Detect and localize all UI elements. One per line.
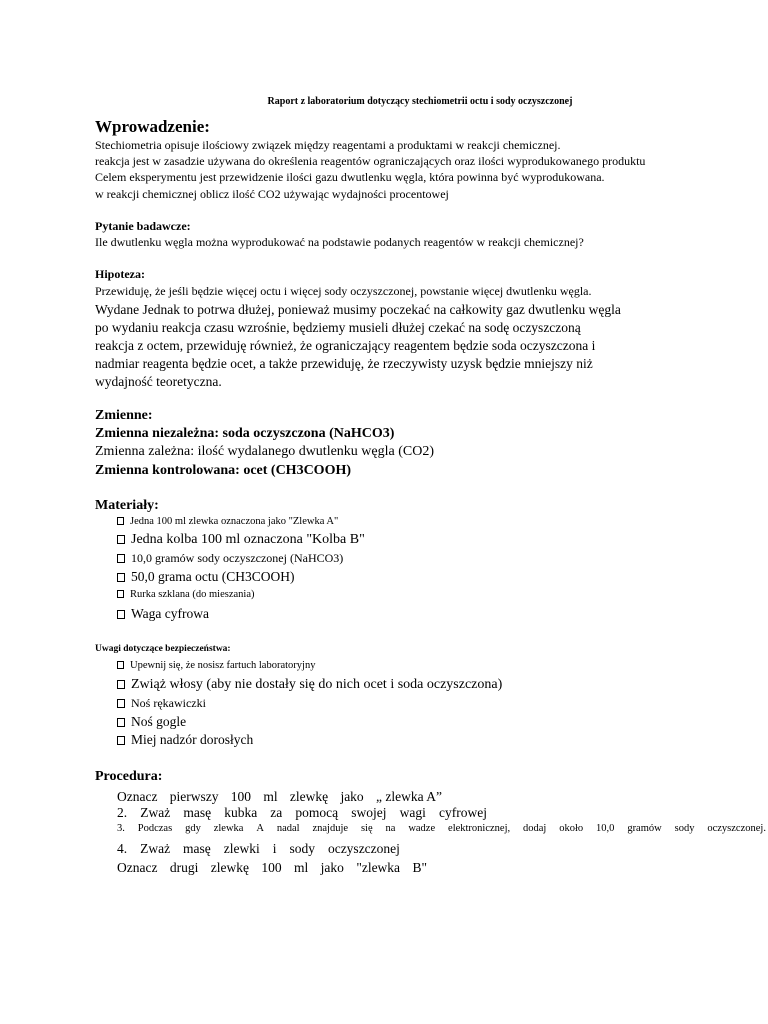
intro-line: w reakcji chemicznej oblicz ilość CO2 używając wydajności procentowej (95, 187, 449, 201)
intro-line: Celem eksperymentu jest przewidzenie ilości gazu dwutlenku węgla, która powinna być wyprodukowana. (95, 170, 605, 184)
intro-line: Stechiometria opisuje ilościowy związek między reagentami a produktami w reakcji chemicznej. (95, 138, 561, 152)
hypothesis-line: Wydane Jednak to potrwa dłużej, ponieważ musimy poczekać na całkowity gaz dwutlenku węgla (95, 302, 621, 317)
checkbox-icon (117, 554, 125, 563)
material-item: Jedna 100 ml zlewka oznaczona jako "Zlewka A" (117, 517, 338, 528)
procedure-step: 2. Zważ masę kubka za pomocą swojej wagi cyfrowej (117, 805, 487, 820)
material-item: 10,0 gramów sody oczyszczonej (NaHCO3) (117, 552, 343, 564)
procedure-step: 4. Zważ masę zlewki i sody oczyszczonej (117, 841, 400, 856)
checkbox-icon (117, 736, 125, 745)
checkbox-icon (117, 517, 124, 525)
checkbox-icon (117, 590, 124, 598)
checkbox-icon (117, 718, 125, 727)
checkbox-icon (117, 535, 125, 544)
checkbox-icon (117, 610, 125, 619)
independent-variable: Zmienna niezależna: soda oczyszczona (NaHCO3) (95, 426, 395, 441)
material-item: Waga cyfrowa (117, 607, 209, 621)
checkbox-icon (117, 573, 125, 582)
intro-line: reakcja jest w zasadzie używana do określenia reagentów ograniczających oraz ilości wyprodukowanego produktu (95, 154, 646, 168)
safety-item: Upewnij się, że nosisz fartuch laboratoryjny (117, 661, 315, 672)
procedure-heading: Procedura: (95, 769, 163, 784)
hypothesis-line: nadmiar reagenta będzie ocet, a także przewiduję, że rzeczywisty uzysk będzie mniejszy niż (95, 356, 593, 371)
material-item: Rurka szklana (do mieszania) (117, 590, 255, 601)
intro-heading: Wprowadzenie: (95, 117, 210, 136)
materials-heading: Materiały: (95, 498, 159, 513)
safety-item: Miej nadzór dorosłych (117, 733, 253, 747)
checkbox-icon (117, 680, 125, 689)
procedure-step: Oznacz pierwszy 100 ml zlewkę jako „ zlewka A” (117, 789, 442, 804)
hypothesis-line: reakcja z octem, przewiduję również, że ograniczający reagentem będzie soda oczyszczona i (95, 338, 596, 353)
hypothesis-heading: Hipoteza: (95, 267, 145, 281)
material-item: Jedna kolba 100 ml oznaczona "Kolba B" (117, 533, 365, 547)
safety-item: Noś rękawiczki (117, 697, 206, 709)
hypothesis-line: wydajność teoretyczna. (95, 374, 222, 389)
safety-item: Zwiąż włosy (aby nie dostały się do nich ocet i soda oczyszczona) (117, 678, 502, 692)
question-heading: Pytanie badawcze: (95, 219, 191, 233)
procedure-step: 3. Podczas gdy zlewka A nadal znajduje się na wadze elektronicznej, dodaj około 10,0 gramów sody oczyszczonej. (117, 823, 766, 834)
controlled-variable: Zmienna kontrolowana: ocet (CH3COOH) (95, 463, 352, 478)
question-text: Ile dwutlenku węgla można wyprodukować na podstawie podanych reagentów w reakcji chemicznej? (95, 235, 584, 249)
checkbox-icon (117, 661, 124, 669)
hypothesis-line: po wydaniu reakcja czasu wzrośnie, będziemy musieli dłużej czekać na sodę oczyszczoną (95, 320, 581, 335)
variables-heading: Zmienne: (95, 408, 153, 423)
report-title: Raport z laboratorium dotyczący stechiometrii octu i sody oczyszczonej (267, 96, 573, 107)
checkbox-icon (117, 699, 125, 708)
material-item: 50,0 grama octu (CH3COOH) (117, 570, 294, 584)
dependent-variable: Zmienna zależna: ilość wydalanego dwutlenku węgla (CO2) (95, 444, 434, 459)
hypothesis-line: Przewiduję, że jeśli będzie więcej octu i więcej sody oczyszczonej, powstanie więcej dwutlenku węgla. (95, 284, 592, 298)
procedure-step: Oznacz drugi zlewkę 100 ml jako "zlewka B" (117, 860, 427, 875)
safety-item: Noś gogle (117, 715, 186, 729)
safety-heading: Uwagi dotyczące bezpieczeństwa: (95, 644, 231, 654)
